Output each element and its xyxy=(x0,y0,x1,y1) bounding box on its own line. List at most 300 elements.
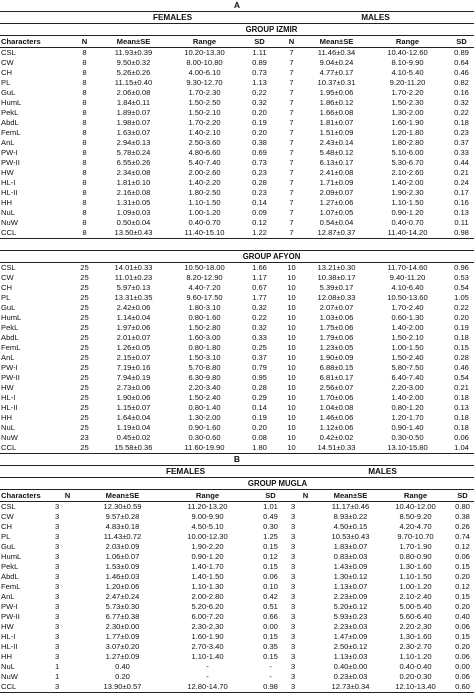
value-cell: 0.60-1.30 xyxy=(391,313,424,322)
value-cell: 1.53±0.09 xyxy=(105,562,140,571)
table-row xyxy=(0,403,474,413)
value-cell: 25 xyxy=(80,313,89,322)
value-cell: 1.23±0.05 xyxy=(319,343,354,352)
table-row xyxy=(0,393,474,403)
value-cell: 1.13±0.03 xyxy=(333,652,368,661)
value-cell: 3 xyxy=(291,582,296,591)
value-cell: 0.22 xyxy=(252,88,267,97)
value-cell: 1.50-2.10 xyxy=(188,108,221,117)
group-header-row xyxy=(0,24,474,36)
value-cell: 3 xyxy=(55,502,60,511)
value-cell: 0.19 xyxy=(454,323,469,332)
value-cell: 25 xyxy=(80,393,89,402)
column-header: Range xyxy=(166,36,242,48)
value-cell: 13.10-15.80 xyxy=(366,443,448,454)
value-cell: 25 xyxy=(80,343,89,352)
table-row xyxy=(0,228,474,239)
value-cell: 1.10-1.50 xyxy=(391,198,424,207)
character-cell: HW xyxy=(1,383,14,392)
value-cell: 1.04±0.08 xyxy=(319,403,354,412)
value-cell: 25 xyxy=(80,283,89,292)
table-row xyxy=(0,128,474,138)
value-cell: 2.50±0.12 xyxy=(333,642,368,651)
value-cell: 13.21±0.30 xyxy=(317,263,356,272)
value-cell: 8 xyxy=(82,128,87,137)
value-cell: 1.50-2.80 xyxy=(188,323,221,332)
value-cell: 0.40±0.00 xyxy=(333,662,368,671)
value-cell: 0.74 xyxy=(455,532,470,541)
value-cell: 0.25 xyxy=(252,343,267,352)
value-cell: 0.51 xyxy=(263,602,278,611)
value-cell: 10 xyxy=(287,293,296,302)
table-row xyxy=(0,582,474,592)
value-cell: 0.23 xyxy=(252,168,267,177)
value-cell: 4.80-6.60 xyxy=(188,148,221,157)
value-cell: 0.15 xyxy=(454,343,469,352)
character-cell: NuL xyxy=(1,662,15,671)
table-row xyxy=(0,433,474,443)
character-cell: HumL xyxy=(1,98,22,107)
value-cell: 1.50-3.10 xyxy=(188,353,221,362)
value-cell: 8.10-9.90 xyxy=(391,58,424,67)
value-cell: 8 xyxy=(82,218,87,227)
value-cell: 1.75±0.06 xyxy=(319,323,354,332)
value-cell: 0.50±0.04 xyxy=(116,218,151,227)
value-cell: 1.80-2.50 xyxy=(188,188,221,197)
table-row xyxy=(0,443,474,454)
value-cell: 2.00-2.60 xyxy=(188,168,221,177)
value-cell: 25 xyxy=(80,273,89,282)
value-cell: 0.06 xyxy=(455,672,470,681)
value-cell: 1.64±0.04 xyxy=(116,413,151,422)
value-cell: 7 xyxy=(289,88,294,97)
value-cell: 1.84±0.11 xyxy=(116,98,151,107)
character-cell: PW-I xyxy=(1,602,18,611)
value-cell: 10.50-13.60 xyxy=(387,293,428,302)
value-cell: 1.30±0.12 xyxy=(333,572,368,581)
column-header: N xyxy=(276,36,306,48)
value-cell: 4.50-5.10 xyxy=(191,522,224,531)
value-cell: 1.17 xyxy=(252,273,267,282)
value-cell: 14.51±0.33 xyxy=(306,443,366,454)
value-cell: 1.83±0.07 xyxy=(333,542,368,551)
value-cell: 0.35 xyxy=(263,642,278,651)
value-cell: 2.20-3.00 xyxy=(391,383,424,392)
value-cell: 0.80-1.20 xyxy=(391,403,424,412)
value-cell: 1.95±0.06 xyxy=(319,88,354,97)
value-cell: 6.40-7.40 xyxy=(391,373,424,382)
value-cell: 9.57±0.28 xyxy=(105,512,140,521)
value-cell: 1.70-2.30 xyxy=(188,88,221,97)
group-header-row xyxy=(0,478,474,490)
group-header-row xyxy=(0,251,474,263)
table-a-label: A xyxy=(233,0,241,10)
character-cell: HL-I xyxy=(1,178,16,187)
value-cell: 25 xyxy=(80,363,89,372)
value-cell: 0.12 xyxy=(252,218,267,227)
value-cell: 0.96 xyxy=(454,263,469,272)
table-row xyxy=(0,303,474,313)
value-cell: 0.45±0.02 xyxy=(116,433,151,442)
character-cell: PekL xyxy=(1,562,19,571)
value-cell: 0.40 xyxy=(455,612,470,621)
value-cell: 10.20-13.30 xyxy=(184,48,225,57)
females-header: FEMALES xyxy=(68,12,276,24)
value-cell: 0.89 xyxy=(252,58,267,67)
value-cell: 3 xyxy=(55,572,60,581)
table-row xyxy=(0,592,474,602)
value-cell: 0.23±0.03 xyxy=(333,672,368,681)
table-row xyxy=(0,58,474,68)
value-cell: 1.81±0.07 xyxy=(319,118,354,127)
value-cell: 2.30-2.70 xyxy=(399,642,432,651)
value-cell: 8 xyxy=(82,48,87,57)
column-header: Range xyxy=(380,490,450,502)
character-cell: PW-II xyxy=(1,373,20,382)
value-cell: 0.42 xyxy=(263,592,278,601)
value-cell: 1.19±0.04 xyxy=(116,423,151,432)
value-cell: 10 xyxy=(287,353,296,362)
character-cell: CCL xyxy=(0,228,68,239)
value-cell: 0.29 xyxy=(252,393,267,402)
value-cell: 4.10-6.40 xyxy=(391,283,424,292)
value-cell: 0.06 xyxy=(455,622,470,631)
value-cell: 8.20-12.90 xyxy=(186,273,223,282)
value-cell: 2.42±0.06 xyxy=(116,303,151,312)
value-cell: 0.17 xyxy=(454,188,469,197)
value-cell: 13.90±0.57 xyxy=(80,682,164,693)
value-cell: 6.30-9.80 xyxy=(188,373,221,382)
value-cell: 25 xyxy=(80,323,89,332)
table-row xyxy=(0,652,474,662)
table-row xyxy=(0,158,474,168)
table-row xyxy=(0,108,474,118)
value-cell: 5.20±0.12 xyxy=(333,602,368,611)
value-cell: 0.28 xyxy=(454,353,469,362)
value-cell: 2.41±0.08 xyxy=(319,168,354,177)
value-cell: 0.73 xyxy=(252,68,267,77)
character-cell: CSL xyxy=(1,502,16,511)
value-cell: 25 xyxy=(80,353,89,362)
value-cell: 7 xyxy=(289,208,294,217)
value-cell: 2.10-2.40 xyxy=(399,592,432,601)
character-cell: GuL xyxy=(1,303,16,312)
value-cell: - xyxy=(206,672,209,681)
value-cell: 5.93±0.23 xyxy=(333,612,368,621)
value-cell: 1.07±0.05 xyxy=(319,208,354,217)
value-cell: 11.01±0.23 xyxy=(114,273,153,282)
value-cell: 2.06±0.08 xyxy=(116,88,151,97)
value-cell: 9.40-11.20 xyxy=(389,273,426,282)
value-cell: 1 xyxy=(55,672,60,681)
value-cell: 0.14 xyxy=(252,198,267,207)
table-row xyxy=(0,532,474,542)
value-cell: 12.73±0.34 xyxy=(320,682,380,693)
value-cell: 1.00-1.50 xyxy=(391,343,424,352)
value-cell: 8.50-9.20 xyxy=(399,512,432,521)
value-cell: 0.42±0.02 xyxy=(319,433,354,442)
value-cell: 3 xyxy=(55,522,60,531)
table-row xyxy=(0,118,474,128)
value-cell: 0.09 xyxy=(252,208,267,217)
value-cell: 1.15±0.07 xyxy=(116,403,151,412)
value-cell: 2.15±0.07 xyxy=(116,353,151,362)
value-cell: 1.13 xyxy=(252,78,267,87)
value-cell: 2.23±0.03 xyxy=(333,622,368,631)
value-cell: 8 xyxy=(82,88,87,97)
value-cell: 10 xyxy=(287,423,296,432)
table-row xyxy=(0,208,474,218)
value-cell: 0.30-0.50 xyxy=(391,433,424,442)
value-cell: 0.15 xyxy=(455,562,470,571)
table-row xyxy=(0,323,474,333)
value-cell: 0.15 xyxy=(263,652,278,661)
value-cell: 1.13±0.07 xyxy=(333,582,368,591)
value-cell: 3 xyxy=(291,552,296,561)
character-cell: CCL xyxy=(0,443,68,454)
value-cell: 1.26±0.05 xyxy=(116,343,151,352)
value-cell: 1.71±0.09 xyxy=(319,178,354,187)
value-cell: 1.10-1.50 xyxy=(188,198,221,207)
table-row xyxy=(0,263,474,274)
value-cell: 4.10-5.40 xyxy=(391,68,424,77)
value-cell: 1.66±0.08 xyxy=(319,108,354,117)
table-row xyxy=(0,502,474,513)
value-cell: 0.20 xyxy=(252,423,267,432)
character-cell: NuW xyxy=(1,672,18,681)
column-header: Range xyxy=(164,490,250,502)
value-cell: 1.90±0.09 xyxy=(319,353,354,362)
value-cell: 8 xyxy=(82,138,87,147)
character-cell: FemL xyxy=(1,582,21,591)
value-cell: 1.25 xyxy=(263,532,278,541)
value-cell: 1.10-1.30 xyxy=(191,582,224,591)
value-cell: 1.20-1.80 xyxy=(391,128,424,137)
value-cell: 5.00-5.40 xyxy=(399,602,432,611)
value-cell: 1.79±0.06 xyxy=(319,333,354,342)
column-header: N xyxy=(68,36,100,48)
value-cell: 10 xyxy=(287,373,296,382)
value-cell: 25 xyxy=(80,333,89,342)
table-row xyxy=(0,622,474,632)
blank-cell xyxy=(0,478,80,490)
value-cell: 10 xyxy=(287,383,296,392)
value-cell: 4.20-4.70 xyxy=(399,522,432,531)
value-cell: 8 xyxy=(82,148,87,157)
value-cell: 3 xyxy=(291,622,296,631)
value-cell: 0.20-0.30 xyxy=(399,672,432,681)
value-cell: 0.20 xyxy=(454,313,469,322)
value-cell: 0.13 xyxy=(454,208,469,217)
value-cell: 0.20 xyxy=(455,642,470,651)
character-cell: HumL xyxy=(1,552,22,561)
value-cell: 10 xyxy=(287,323,296,332)
value-cell: 1.77±0.09 xyxy=(105,632,140,641)
value-cell: 10.40-12.00 xyxy=(395,502,436,511)
value-cell: 3 xyxy=(291,632,296,641)
value-cell: 8 xyxy=(82,98,87,107)
value-cell: 0.26 xyxy=(455,522,470,531)
value-cell: 13.31±0.35 xyxy=(114,293,153,302)
value-cell: 12.10-13.40 xyxy=(380,682,450,693)
column-header: SD xyxy=(448,36,474,48)
value-cell: 1.63±0.07 xyxy=(116,128,151,137)
character-cell: HH xyxy=(1,198,12,207)
value-cell: 3 xyxy=(291,502,296,511)
character-cell: CSL xyxy=(1,48,16,57)
value-cell: 1.40-1.50 xyxy=(191,572,224,581)
value-cell: 6.77±0.38 xyxy=(105,612,140,621)
value-cell: 7 xyxy=(289,218,294,227)
value-cell: 6.00-7.20 xyxy=(191,612,224,621)
value-cell: 1.80-2.80 xyxy=(391,138,424,147)
value-cell: 1.06±0.07 xyxy=(105,552,140,561)
value-cell: 0.24 xyxy=(454,178,469,187)
value-cell: 1.00-1.20 xyxy=(399,582,432,591)
column-header-row xyxy=(0,490,474,502)
value-cell: 11.40-14.20 xyxy=(366,228,448,239)
value-cell: 1.46±0.06 xyxy=(319,413,354,422)
value-cell: 0.33 xyxy=(454,148,469,157)
character-cell: HL-II xyxy=(1,188,18,197)
value-cell: 5.39±0.17 xyxy=(319,283,354,292)
value-cell: 8 xyxy=(82,188,87,197)
column-header: N xyxy=(54,490,80,502)
value-cell: 1.80 xyxy=(242,443,276,454)
table-row xyxy=(0,188,474,198)
value-cell: 3 xyxy=(291,522,296,531)
character-cell: HL-I xyxy=(1,632,16,641)
value-cell: 4.83±0.18 xyxy=(105,522,140,531)
value-cell: 11.20-13.20 xyxy=(187,502,228,511)
value-cell: 2.34±0.08 xyxy=(116,168,151,177)
table-row xyxy=(0,293,474,303)
value-cell: 0.53 xyxy=(454,273,469,282)
value-cell: 0.69 xyxy=(252,148,267,157)
value-cell: 7 xyxy=(289,98,294,107)
value-cell: 7 xyxy=(289,118,294,127)
table-row xyxy=(0,198,474,208)
value-cell: 0.40 xyxy=(115,662,130,671)
value-cell: 0.18 xyxy=(454,333,469,342)
value-cell: 2.70-3.40 xyxy=(191,642,224,651)
value-cell: 0.18 xyxy=(454,118,469,127)
table-row xyxy=(0,373,474,383)
value-cell: 0.06 xyxy=(455,652,470,661)
value-cell: 7 xyxy=(289,188,294,197)
value-cell: 3 xyxy=(55,612,60,621)
value-cell: 1.70-2.20 xyxy=(188,118,221,127)
value-cell: 8 xyxy=(82,198,87,207)
value-cell: 3 xyxy=(291,512,296,521)
value-cell: 0.90-1.20 xyxy=(191,552,224,561)
value-cell: 1.80-3.10 xyxy=(188,303,221,312)
table-row xyxy=(0,562,474,572)
value-cell: 3 xyxy=(55,512,60,521)
value-cell: 8.00-10.80 xyxy=(186,58,223,67)
value-cell: 0.13 xyxy=(454,403,469,412)
value-cell: 0.80-0.90 xyxy=(399,552,432,561)
value-cell: 2.07±0.07 xyxy=(319,303,354,312)
value-cell: 1.31±0.05 xyxy=(116,198,151,207)
value-cell: 8 xyxy=(82,108,87,117)
value-cell: - xyxy=(206,662,209,671)
table-row xyxy=(0,522,474,532)
value-cell: 3 xyxy=(291,562,296,571)
value-cell: 3 xyxy=(54,682,80,693)
value-cell: 3 xyxy=(55,552,60,561)
value-cell: 0.49 xyxy=(263,512,278,521)
value-cell: 2.47±0.24 xyxy=(105,592,140,601)
column-header: Mean±SE xyxy=(306,36,366,48)
character-cell: HW xyxy=(1,622,14,631)
value-cell: 0.30 xyxy=(263,522,278,531)
value-cell: 10 xyxy=(287,283,296,292)
table-row xyxy=(0,168,474,178)
value-cell: 1.50-2.10 xyxy=(391,333,424,342)
value-cell: 0.32 xyxy=(252,323,267,332)
value-cell: 0.20 xyxy=(455,572,470,581)
value-cell: 0.20 xyxy=(252,128,267,137)
column-header: SD xyxy=(250,490,290,502)
value-cell: 12.80-14.70 xyxy=(164,682,250,693)
value-cell: 0.80-1.80 xyxy=(188,343,221,352)
value-cell: 3 xyxy=(291,572,296,581)
value-cell: 11.46±0.34 xyxy=(317,48,356,57)
value-cell: 4.77±0.17 xyxy=(319,68,354,77)
value-cell: 0.89 xyxy=(454,48,469,57)
value-cell: 5.26±0.26 xyxy=(116,68,151,77)
character-cell: HL-II xyxy=(1,403,18,412)
value-cell: 25 xyxy=(80,383,89,392)
value-cell: 1.10-1.20 xyxy=(399,652,432,661)
value-cell: 3 xyxy=(55,542,60,551)
value-cell: 4.00-6.10 xyxy=(188,68,221,77)
value-cell: 1.10-1.40 xyxy=(191,652,224,661)
value-cell: 7.94±0.19 xyxy=(116,373,151,382)
column-header: SD xyxy=(242,36,276,48)
value-cell: 2.03±0.09 xyxy=(105,542,140,551)
value-cell: 2.50-3.60 xyxy=(188,138,221,147)
column-header-row xyxy=(0,36,474,48)
value-cell: 0.73 xyxy=(252,158,267,167)
value-cell: 1.90-2.20 xyxy=(191,542,224,551)
character-cell: NuL xyxy=(1,208,15,217)
value-cell: 3.07±0.20 xyxy=(105,642,140,651)
value-cell: 1.03±0.06 xyxy=(319,313,354,322)
value-cell: 0.90-1.40 xyxy=(391,423,424,432)
value-cell: 11.70-14.60 xyxy=(387,263,428,272)
character-cell: CW xyxy=(1,273,14,282)
value-cell: 10 xyxy=(287,333,296,342)
value-cell: 10.50-18.00 xyxy=(184,263,225,272)
value-cell: 1.30-1.60 xyxy=(399,632,432,641)
value-cell: 1.60-1.90 xyxy=(191,632,224,641)
value-cell: 0.23 xyxy=(252,188,267,197)
value-cell: 10.40-12.60 xyxy=(387,48,428,57)
value-cell: 0.67 xyxy=(252,283,267,292)
value-cell: 0.21 xyxy=(454,168,469,177)
value-cell: 0.37 xyxy=(454,138,469,147)
value-cell: 0.40-0.70 xyxy=(391,218,424,227)
value-cell: 10.53±0.43 xyxy=(331,532,370,541)
value-cell: 0.06 xyxy=(455,552,470,561)
blank-cell xyxy=(0,24,68,36)
column-header: Mean±SE xyxy=(320,490,380,502)
table-row xyxy=(0,542,474,552)
value-cell: 0.83±0.03 xyxy=(333,552,368,561)
value-cell: 0.40-0.70 xyxy=(188,218,221,227)
